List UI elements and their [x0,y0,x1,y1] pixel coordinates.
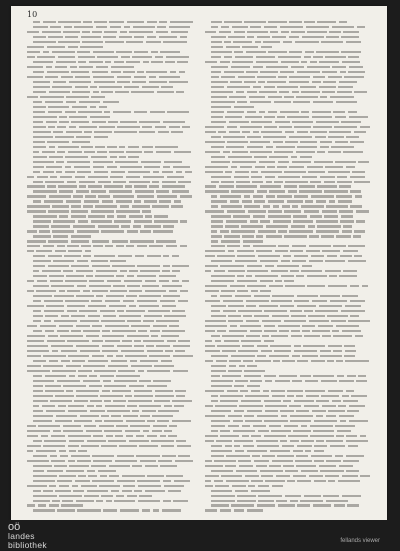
page-number: 10 [27,10,38,19]
illegible-text-line [27,120,199,124]
illegible-text-line [27,135,199,139]
illegible-text-line [205,214,377,218]
illegible-text-line [205,434,377,438]
illegible-text-line [205,369,377,373]
illegible-text-line [27,189,199,193]
illegible-text-line [205,204,377,208]
illegible-text-line [205,219,377,223]
illegible-text-line [27,414,199,418]
illegible-text-line [205,279,377,283]
illegible-text-line [27,70,199,74]
illegible-text-line [205,419,377,423]
illegible-text-line [205,180,377,184]
logo-line-1: landes [8,531,35,541]
illegible-text-line [27,95,199,99]
illegible-text-line [27,339,199,343]
illegible-text-line [205,25,377,29]
illegible-text-line [27,155,199,159]
illegible-text-line [27,459,199,463]
illegible-text-line [205,115,377,119]
illegible-text-line [205,309,377,313]
illegible-text-line [27,314,199,318]
illegible-text-line [27,284,199,288]
illegible-text-line [27,259,199,263]
library-logo[interactable] [8,522,47,550]
illegible-text-line [205,125,377,129]
illegible-text-line [205,299,377,303]
illegible-text-line [27,449,199,453]
illegible-text-line [27,479,199,483]
illegible-text-line [27,125,199,129]
illegible-text-line [27,289,199,293]
illegible-text-line [27,299,199,303]
viewer-footer [0,520,400,551]
illegible-text-line [205,404,377,408]
illegible-text-line [205,269,377,273]
illegible-text-line [27,209,199,213]
illegible-text-line [27,130,199,134]
illegible-text-line [205,110,377,114]
illegible-text-line [27,508,199,512]
illegible-text-line [27,344,199,348]
illegible-text-line [27,194,199,198]
illegible-text-line [205,414,377,418]
illegible-text-line [27,304,199,308]
logo-mark: oö [8,521,21,533]
illegible-text-line [27,184,199,188]
illegible-text-line [205,289,377,293]
illegible-text-line [205,165,377,169]
illegible-text-line [27,264,199,268]
illegible-text-line [205,120,377,124]
illegible-text-line [205,494,377,498]
illegible-text-line [27,329,199,333]
illegible-text-line [205,379,377,383]
illegible-text-line [27,229,199,233]
illegible-text-line [27,35,199,39]
illegible-text-line [205,184,377,188]
illegible-text-line [205,304,377,308]
illegible-text-line [205,484,377,488]
illegible-text-line [27,369,199,373]
illegible-text-line [205,20,377,24]
illegible-text-line [205,150,377,154]
illegible-text-line [205,85,377,89]
illegible-text-line [205,409,377,413]
illegible-text-line [205,424,377,428]
illegible-text-line [205,429,377,433]
illegible-text-line [205,394,377,398]
illegible-text-line [205,499,377,503]
illegible-text-line [205,444,377,448]
illegible-text-line [205,259,377,263]
illegible-text-line [27,145,199,149]
illegible-text-line [27,25,199,29]
illegible-text-line [27,254,199,258]
illegible-text-line [205,354,377,358]
illegible-text-line [205,399,377,403]
illegible-text-line [205,474,377,478]
illegible-text-line [27,349,199,353]
illegible-text-line [205,160,377,164]
illegible-text-line [27,364,199,368]
illegible-text-line [27,474,199,478]
illegible-text-line [205,209,377,213]
illegible-text-line [205,145,377,149]
illegible-text-line [205,329,377,333]
illegible-text-line [27,374,199,378]
illegible-text-line [27,399,199,403]
illegible-text-line [27,269,199,273]
illegible-text-line [27,274,199,278]
illegible-text-line [205,70,377,74]
illegible-text-line [205,384,377,388]
illegible-text-line [27,444,199,448]
illegible-text-line [205,479,377,483]
illegible-text-line [27,464,199,468]
illegible-text-line [27,160,199,164]
illegible-text-line [205,239,377,243]
illegible-text-line [205,339,377,343]
illegible-text-line [27,20,199,24]
illegible-text-line [27,60,199,64]
illegible-text-line [27,499,199,503]
text-column-right [205,20,377,516]
illegible-text-line [205,135,377,139]
illegible-text-line [27,489,199,493]
illegible-text-line [27,30,199,34]
illegible-text-line [27,379,199,383]
illegible-text-line [27,199,199,203]
illegible-text-line [27,45,199,49]
illegible-text-line [27,234,199,238]
illegible-text-line [27,90,199,94]
illegible-text-line [205,334,377,338]
illegible-text-line [205,454,377,458]
illegible-text-line [205,45,377,49]
illegible-text-line [205,284,377,288]
illegible-text-line [205,389,377,393]
illegible-text-line [27,359,199,363]
illegible-text-line [205,274,377,278]
illegible-text-line [27,319,199,323]
illegible-text-line [205,40,377,44]
illegible-text-line [205,464,377,468]
illegible-text-line [27,279,199,283]
illegible-text-line [27,180,199,184]
illegible-text-line [205,65,377,69]
illegible-text-line [27,224,199,228]
illegible-text-line [27,239,199,243]
illegible-text-line [27,219,199,223]
illegible-text-line [27,334,199,338]
illegible-text-line [27,75,199,79]
text-column-left [27,20,199,516]
illegible-text-line [27,294,199,298]
illegible-text-line [27,165,199,169]
illegible-text-line [27,40,199,44]
scanned-page [11,6,387,520]
illegible-text-line [205,294,377,298]
illegible-text-line [27,404,199,408]
illegible-text-line [205,105,377,109]
illegible-text-line [205,170,377,174]
illegible-text-line [205,249,377,253]
illegible-text-line [205,344,377,348]
illegible-text-line [205,35,377,39]
illegible-text-line [205,489,377,493]
illegible-text-line [27,409,199,413]
illegible-text-line [205,189,377,193]
illegible-text-line [27,419,199,423]
illegible-text-line [27,384,199,388]
illegible-text-line [27,354,199,358]
illegible-text-line [205,439,377,443]
illegible-text-line [205,60,377,64]
illegible-text-line [205,319,377,323]
illegible-text-line [205,314,377,318]
illegible-text-line [205,30,377,34]
logo-line-2: bibliothek [8,540,47,550]
illegible-text-line [27,110,199,114]
illegible-text-line [205,100,377,104]
illegible-text-line [205,155,377,159]
illegible-text-line [205,55,377,59]
illegible-text-line [205,359,377,363]
illegible-text-line [205,130,377,134]
illegible-text-line [205,234,377,238]
illegible-text-line [27,389,199,393]
illegible-text-line [27,394,199,398]
illegible-text-line [27,175,199,179]
illegible-text-line [27,105,199,109]
illegible-text-line [27,424,199,428]
illegible-text-line [27,204,199,208]
illegible-text-line [205,199,377,203]
illegible-text-line [205,90,377,94]
illegible-text-line [27,503,199,507]
illegible-text-line [205,224,377,228]
illegible-text-line [27,454,199,458]
illegible-text-line [205,469,377,473]
illegible-text-line [205,229,377,233]
illegible-text-line [205,374,377,378]
illegible-text-line [27,80,199,84]
illegible-text-line [205,75,377,79]
illegible-text-line [205,254,377,258]
illegible-text-line [205,364,377,368]
illegible-text-line [205,508,377,512]
illegible-text-line [205,449,377,453]
illegible-text-line [27,469,199,473]
illegible-text-line [205,244,377,248]
illegible-text-line [205,264,377,268]
illegible-text-line [27,249,199,253]
illegible-text-line [27,55,199,59]
illegible-text-line [27,494,199,498]
illegible-text-line [205,459,377,463]
illegible-text-line [27,214,199,218]
illegible-text-line [27,439,199,443]
illegible-text-line [205,80,377,84]
illegible-text-line [27,100,199,104]
illegible-text-line [27,244,199,248]
illegible-text-line [205,324,377,328]
illegible-text-line [205,50,377,54]
illegible-text-line [27,309,199,313]
illegible-text-line [205,349,377,353]
illegible-text-line [205,95,377,99]
viewer-label: fellands viewer [340,538,380,544]
illegible-text-line [205,140,377,144]
illegible-text-line [27,429,199,433]
illegible-text-line [27,150,199,154]
illegible-text-line [27,484,199,488]
illegible-text-line [27,170,199,174]
illegible-text-line [27,324,199,328]
illegible-text-line [27,434,199,438]
illegible-text-line [27,65,199,69]
illegible-text-line [27,50,199,54]
illegible-text-line [205,194,377,198]
illegible-text-line [205,175,377,179]
illegible-text-line [27,85,199,89]
illegible-text-line [27,115,199,119]
illegible-text-line [205,503,377,507]
illegible-text-line [27,140,199,144]
